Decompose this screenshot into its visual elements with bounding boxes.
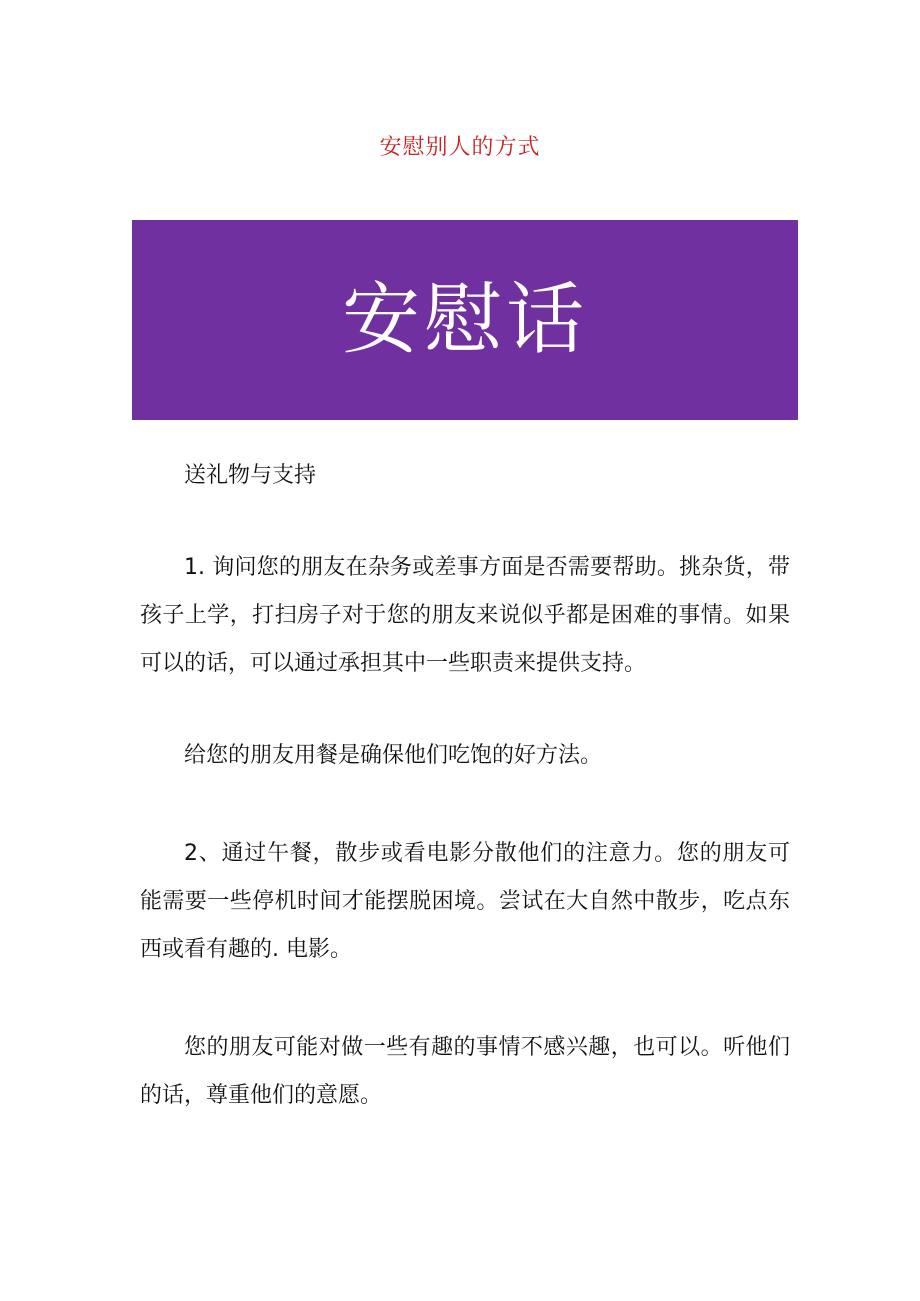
page-title: 安慰别人的方式: [379, 135, 541, 160]
title-banner: [132, 220, 798, 420]
paragraph-2: 给您的朋友用餐是确保他们吃饱的好方法。: [184, 743, 603, 768]
section-heading: 送礼物与支持: [184, 463, 317, 488]
paragraph-1: 1. 询问您的朋友在杂务或差事方面是否需要帮助。挑杂货，带孩子上学，打扫房子对于您的朋友来说似乎都是困难的事情。如果可以的话，可以通过承担其中一些职责来提供支持。: [140, 555, 790, 676]
paragraph-4: 您的朋友可能对做一些有趣的事情不感兴趣，也可以。听他们的话，尊重他们的意愿。: [140, 1035, 790, 1108]
banner-text: 安慰话: [341, 275, 588, 365]
paragraph-3: 2、通过午餐，散步或看电影分散他们的注意力。您的朋友可能需要一些停机时间才能摆脱困境。尝试在大自然中散步，吃点东西或看有趣的. 电影。: [140, 841, 790, 962]
document-body: [140, 452, 790, 1120]
